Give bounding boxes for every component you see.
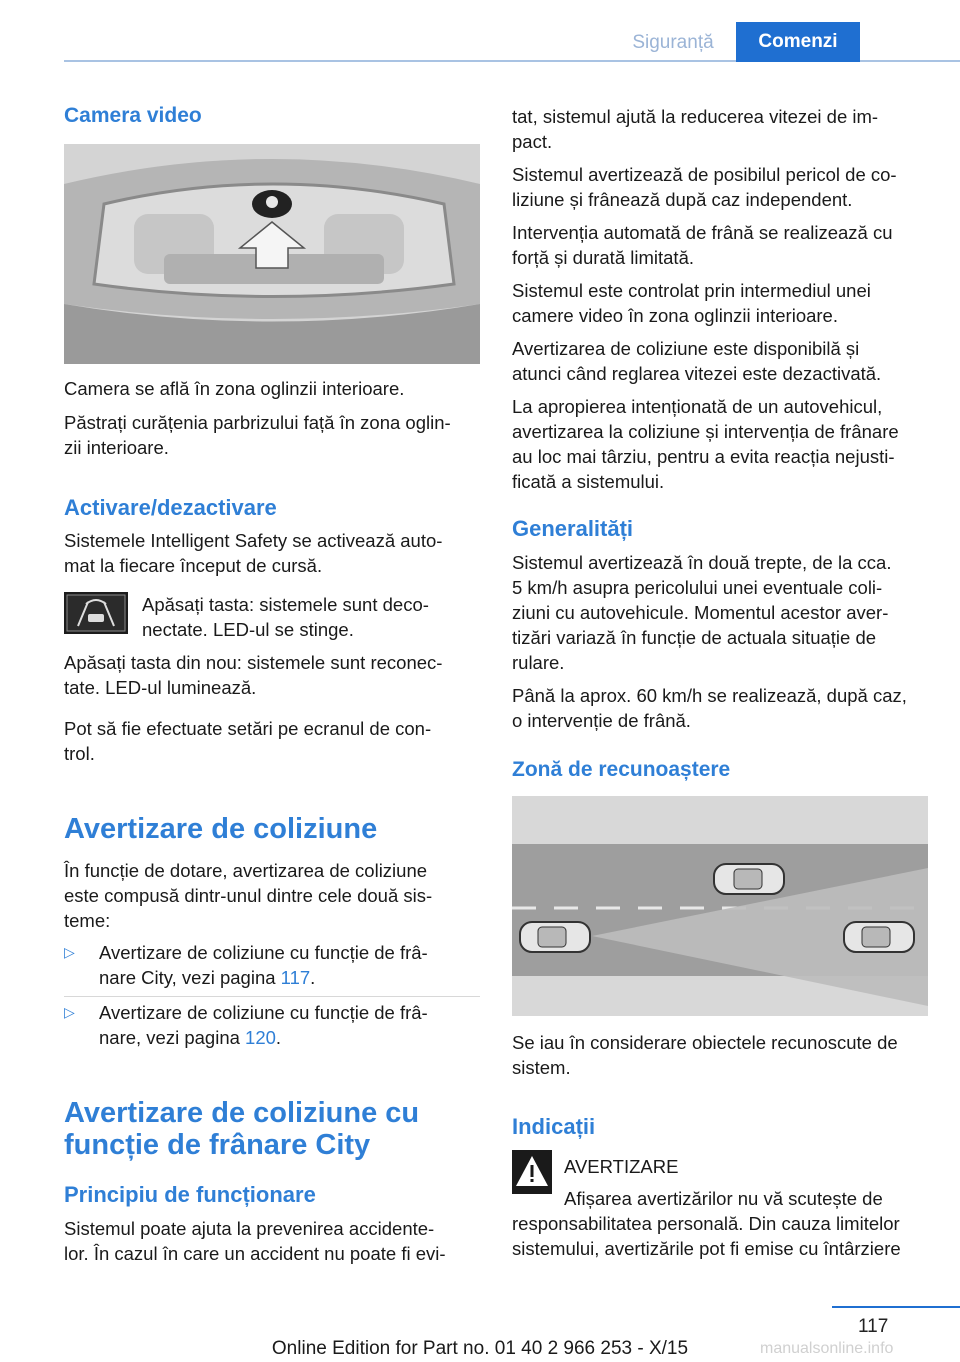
r-p5-line1: Avertizarea de coliziune este disponibilă și: [512, 338, 860, 359]
r-p4-line2: camere video în zona oglinzii interioare.: [512, 305, 838, 326]
warning-line2: responsabilitatea personală. Din cauza limitelor: [512, 1213, 900, 1234]
page-link-120[interactable]: 120: [245, 1027, 276, 1048]
page-number: 117: [858, 1316, 889, 1337]
activare-p3-line2: tate. LED-ul luminează.: [64, 677, 257, 698]
bullet1-line2: nare City, vezi pagina 117.: [99, 967, 316, 988]
zona-heading: Zonă de recunoaștere: [512, 758, 731, 781]
principiu-heading: Principiu de funcționare: [64, 1182, 316, 1207]
r-p6-line2: avertizarea la coliziune și intervenția de frânare: [512, 421, 899, 442]
car-target-icon: [844, 922, 914, 952]
bullet1-line1: Avertizare de coliziune cu funcție de frâ‐: [99, 942, 428, 963]
avertizare-p1-line3: teme:: [64, 910, 111, 931]
warning-line1: Afișarea avertizărilor nu vă scutește de: [564, 1188, 883, 1209]
tab-siguranta[interactable]: Siguranță: [632, 32, 714, 53]
own-car-icon: [520, 922, 590, 952]
bullet2-line2: nare, vezi pagina 120.: [99, 1027, 282, 1048]
camera-heading: Camera video: [64, 104, 202, 127]
principiu-line2: lor. În cazul în care un accident nu poate fi evi‐: [64, 1243, 446, 1264]
r-p6-line3: au loc mai târziu, pentru a evita reacția nejusti‐: [512, 446, 895, 467]
gen-line5: rulare.: [512, 652, 565, 673]
warning-label: AVERTIZARE: [564, 1156, 679, 1177]
activare-p4-line1: Pot să fie efectuate setări pe ecranul de con‐: [64, 718, 432, 739]
car-ahead-icon: [714, 864, 784, 894]
generalitati-heading: Generalități: [512, 516, 634, 541]
r-p5-line2: atunci când reglarea vitezei este dezactivată.: [512, 363, 882, 384]
warning-line3: sistemului, avertizările pot fi emise cu întârziere: [512, 1238, 901, 1259]
watermark: manualsonline.info: [760, 1340, 894, 1357]
avertizare-heading: Avertizare de coliziune: [64, 813, 378, 845]
principiu-line1: Sistemul poate ajuta la prevenirea accidente‐: [64, 1218, 435, 1239]
footer-rule: [832, 1306, 960, 1308]
bullet-marker-icon: ▷: [64, 944, 75, 960]
activare-p2-line2: nectate. LED-ul se stinge.: [142, 619, 354, 640]
warning-triangle-icon: [512, 1150, 552, 1194]
avertizare-p1-line2: este compusă dintr-unul dintre cele două sis‐: [64, 885, 433, 906]
city-heading-line1: Avertizare de coliziune cu: [64, 1097, 420, 1129]
camera-location-text: Camera se află în zona oglinzii interioare.: [64, 378, 405, 399]
camera-clean-line1: Păstrați curățenia parbrizului față în zona oglin‐: [64, 412, 451, 433]
gen-line2: 5 km/h asupra pericolului unei eventuale coli‐: [512, 577, 883, 598]
camera-clean-line2: zii interioare.: [64, 437, 169, 458]
detection-zone-illustration: [512, 796, 928, 1016]
activare-p4-line2: trol.: [64, 743, 95, 764]
r-p2-line1: Sistemul avertizează de posibilul pericol de co‐: [512, 164, 897, 185]
city-heading-line2: funcție de frânare City: [64, 1129, 371, 1161]
activare-heading: Activare/dezactivare: [64, 495, 277, 520]
activare-p1-line2: mat la fiecare început de cursă.: [64, 555, 323, 576]
r-p6-line1: La apropierea intenționată de un autovehicul,: [512, 396, 883, 417]
indicatii-heading: Indicații: [512, 1114, 596, 1139]
activare-p2-line1: Apăsați tasta: sistemele sunt deco‐: [142, 594, 429, 615]
zona-line2: sistem.: [512, 1057, 571, 1078]
bullet-divider: [64, 996, 480, 997]
zona-line1: Se iau în considerare obiectele recunoscute de: [512, 1032, 898, 1053]
gen-p2-line2: o intervenție de frână.: [512, 710, 691, 731]
r-p1-line2: pact.: [512, 131, 553, 152]
avertizare-p1-line1: În funcție de dotare, avertizarea de coliziune: [64, 860, 428, 881]
gen-p2-line1: Până la aprox. 60 km/h se realizează, după caz,: [512, 685, 907, 706]
gen-line1: Sistemul avertizează în două trepte, de la cca.: [512, 552, 892, 573]
rear-window-camera-illustration: [64, 144, 480, 364]
r-p3-line1: Intervenția automată de frână se realizează cu: [512, 222, 893, 243]
bullet-marker-icon: ▷: [64, 1004, 75, 1020]
r-p6-line4: ficată a sistemului.: [512, 471, 665, 492]
gen-line3: ziuni cu autovehicule. Momentul acestor aver‐: [512, 602, 889, 623]
tab-comenzi[interactable]: Comenzi: [736, 22, 860, 62]
intelligent-safety-button-icon: [64, 592, 128, 634]
activare-p1-line1: Sistemele Intelligent Safety se activează auto‐: [64, 530, 443, 551]
activare-p3-line1: Apăsați tasta din nou: sistemele sunt reconec‐: [64, 652, 443, 673]
bullet2-line1: Avertizare de coliziune cu funcție de frâ‐: [99, 1002, 428, 1023]
r-p2-line2: liziune și frânează după caz independent.: [512, 189, 853, 210]
page-link-117[interactable]: 117: [280, 967, 311, 988]
edition-footer: Online Edition for Part no. 01 40 2 966 253 - X/15: [271, 1338, 689, 1359]
r-p4-line1: Sistemul este controlat prin intermediul unei: [512, 280, 871, 301]
r-p1-line1: tat, sistemul ajută la reducerea vitezei de im‐: [512, 106, 879, 127]
gen-line4: tizări variază în funcție de actuala situație de: [512, 627, 877, 648]
r-p3-line2: forță și durată limitată.: [512, 247, 694, 268]
